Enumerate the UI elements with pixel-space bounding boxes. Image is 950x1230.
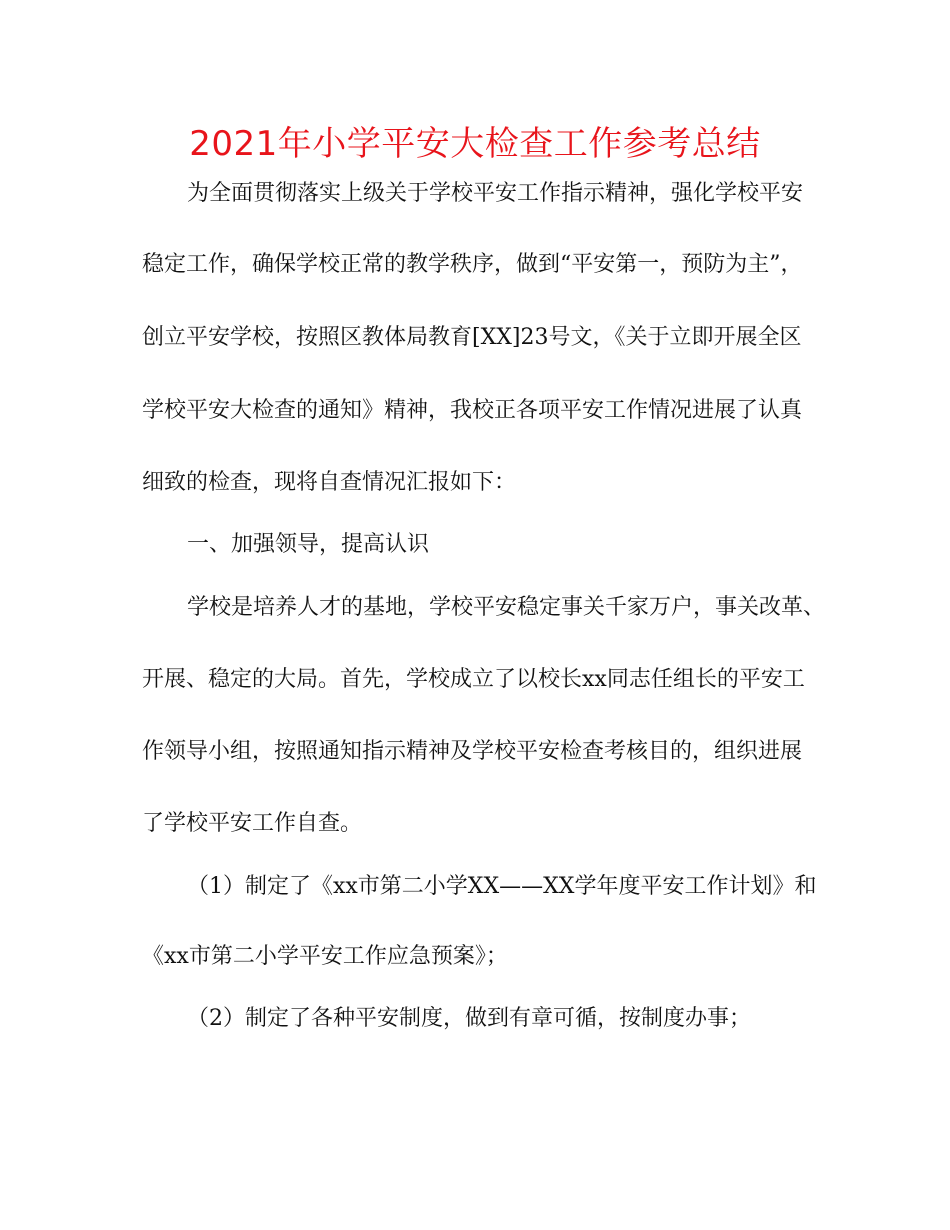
paragraph-2-line-2: 开展、稳定的大局。首先，学校成立了以校长xx同志任组长的平安工 — [142, 667, 805, 692]
paragraph-1-line-3: 创立平安学校，按照区教体局教育[XX]23号文，《关于立即开展全区 — [142, 325, 802, 350]
paragraph-2-line-3: 作领导小组，按照通知指示精神及学校平安检查考核目的，组织进展 — [142, 739, 803, 764]
paragraph-2-line-4: 了学校平安工作自查。 — [142, 811, 363, 836]
paragraph-1-line-5: 细致的检查，现将自查情况汇报如下： — [142, 470, 517, 495]
section-heading-1: 一、加强领导，提高认识 — [187, 532, 430, 557]
item-1-line-1: （1）制定了《xx市第二小学XX——XX学年度平安工作计划》和 — [187, 874, 817, 899]
paragraph-1-line-1: 为全面贯彻落实上级关于学校平安工作指示精神，强化学校平安 — [187, 181, 804, 206]
item-1-line-2: 《xx市第二小学平安工作应急预案》； — [142, 944, 508, 969]
paragraph-1-line-4: 学校平安大检查的通知》精神，我校正各项平安工作情况进展了认真 — [142, 398, 803, 423]
item-2-line-1: （2）制定了各种平安制度，做到有章可循，按制度办事； — [187, 1006, 751, 1031]
paragraph-2-line-1: 学校是培养人才的基地，学校平安稳定事关千家万户，事关改革、 — [187, 595, 826, 620]
document-title: 2021年小学平安大检查工作参考总结 — [189, 124, 761, 164]
paragraph-1-line-2: 稳定工作，确保学校正常的教学秩序，做到“平安第一，预防为主”， — [142, 252, 803, 277]
